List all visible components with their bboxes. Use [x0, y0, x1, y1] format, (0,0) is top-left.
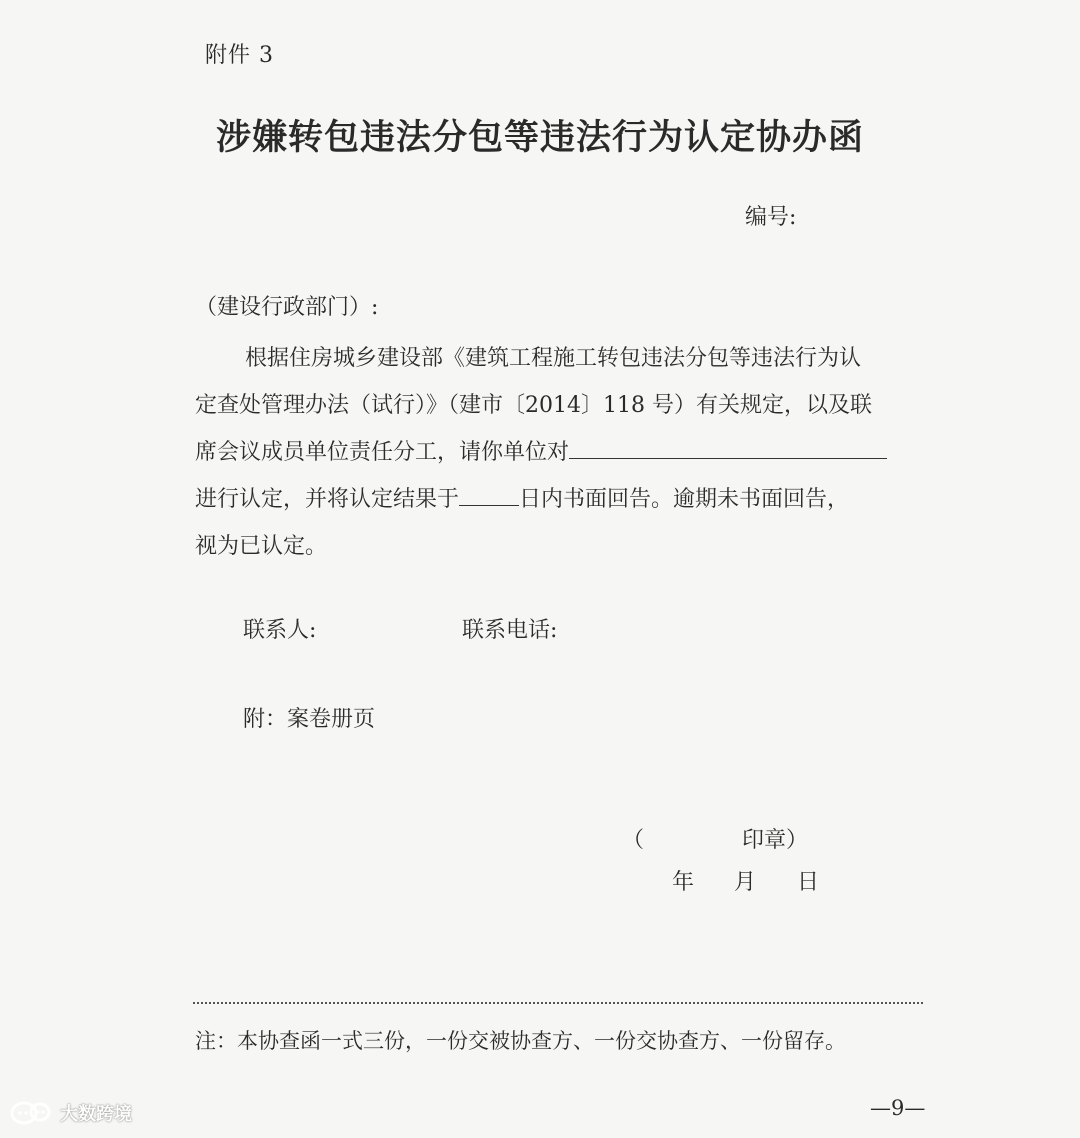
body-line-4-end: 日内书面回告。逾期未书面回告， — [519, 487, 850, 512]
dotted-divider — [193, 1002, 923, 1004]
days-blank-field[interactable] — [459, 485, 519, 506]
body-line-3-text: 席会议成员单位责任分工，请你单位对 — [195, 440, 570, 465]
body-line-4 — [195, 476, 930, 523]
date-month: 月 — [734, 870, 757, 895]
page-title: 涉嫌转包违法分包等违法行为认定协办函 — [215, 117, 864, 158]
contact-person-label: 联系人: — [243, 618, 317, 643]
subject-blank-field[interactable] — [569, 438, 887, 459]
document-number-label: 编号: — [745, 205, 797, 230]
contact-phone-label: 联系电话: — [462, 618, 558, 643]
watermark-text: 大数跨境 — [60, 1104, 132, 1125]
watermark — [10, 1100, 132, 1126]
date-year: 年 — [672, 870, 695, 895]
date-day: 日 — [797, 870, 820, 895]
recipient-line: （建设行政部门）: — [195, 295, 379, 320]
bleed-through-mark — [890, 20, 908, 46]
page-number: —9— — [870, 1096, 926, 1120]
chat-bubble-logo-icon — [10, 1100, 56, 1126]
attachment-number: 附件 3 — [205, 43, 274, 68]
seal-open-paren: （ — [622, 828, 645, 853]
body-line-1: 根据住房城乡建设部《建筑工程施工转包违法分包等违法行为认 — [245, 346, 862, 371]
attachment-note: 附：案卷册页 — [243, 707, 376, 732]
seal-label: 印章） — [742, 828, 809, 853]
footer-note: 注：本协查函一式三份，一份交被协查方、一份交协查方、一份留存。 — [195, 1029, 846, 1053]
letter-body — [195, 335, 930, 570]
body-line-5: 视为已认定。 — [195, 534, 328, 559]
body-line-2: 定查处管理办法（试行）》（建市〔2014〕118 号）有关规定，以及联 — [195, 393, 872, 418]
body-line-3 — [195, 429, 930, 476]
body-line-4-start: 进行认定，并将认定结果于 — [195, 487, 460, 512]
